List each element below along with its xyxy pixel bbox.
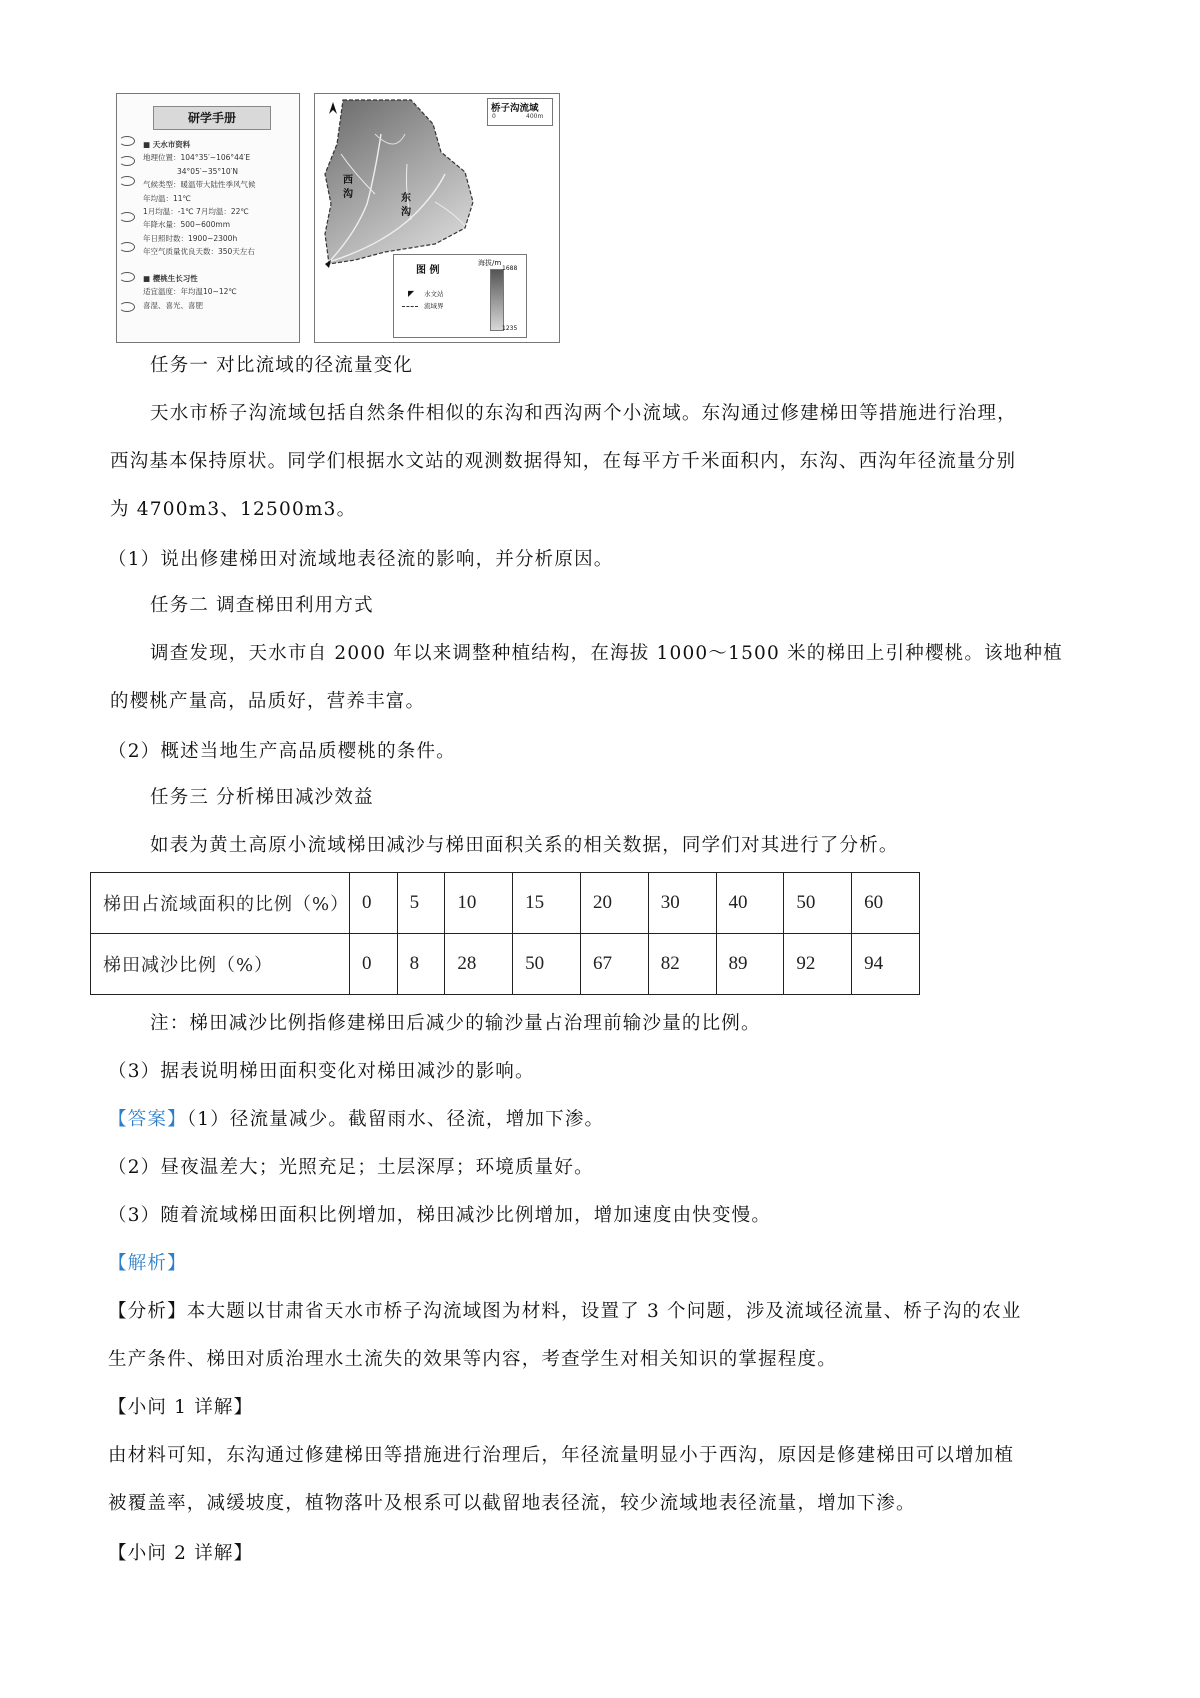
- table-cell: 60: [852, 873, 920, 934]
- table-cell: 67: [580, 934, 648, 995]
- handbook-line: 适宜温度：年均温10~12℃: [143, 287, 237, 297]
- detail1-line: 由材料可知，东沟通过修建梯田等措施进行治理后，年径流量明显小于西沟，原因是修建梯田可以增加植: [108, 1445, 1015, 1466]
- handbook-line: [143, 259, 293, 272]
- handbook-line: 1月均温：-1℃ 7月均温：22℃: [143, 207, 249, 217]
- table-cell: 50: [784, 873, 852, 934]
- study-handbook-panel: [116, 93, 300, 343]
- answer-tag: 【答案】: [108, 1109, 187, 1130]
- watershed-map: [314, 93, 560, 343]
- spiral-binding-icon: [119, 272, 135, 282]
- table-cell: 94: [852, 934, 920, 995]
- question-3: （3）据表说明梯田面积变化对梯田减沙的影响。: [108, 1061, 535, 1082]
- legend-elevation-label: 海拔/m: [478, 259, 502, 267]
- elevation-ramp: [490, 269, 504, 331]
- handbook-line: 喜湿、喜光、喜肥: [143, 300, 203, 310]
- task2-paragraph-line: 调查发现，天水市自 2000 年以来调整种植结构，在海拔 1000～1500 米的梯田上引种樱桃。该地种植: [150, 643, 1063, 664]
- spiral-binding-icon: [119, 242, 135, 252]
- table-row: [91, 873, 920, 934]
- handbook-line: 年均温：11℃: [143, 193, 191, 203]
- task3-paragraph-line: 如表为黄土高原小流域梯田减沙与梯田面积关系的相关数据，同学们对其进行了分析。: [150, 835, 899, 856]
- handbook-line: 年降水量：500~600mm: [143, 220, 231, 230]
- task1-title: 任务一 对比流域的径流量变化: [150, 355, 414, 376]
- west-gully-label: [343, 174, 353, 202]
- table-row-label: 梯田占流域面积的比例（%）: [91, 873, 350, 934]
- handbook-line: 年日照时数：1900~2300h: [143, 233, 238, 243]
- east-gully-char: 沟: [401, 207, 411, 218]
- detail1-title: 【小问 1 详解】: [108, 1397, 254, 1418]
- spiral-binding-icon: [119, 212, 135, 222]
- map-legend: [393, 254, 527, 338]
- east-gully-label: [401, 192, 411, 220]
- handbook-lines: [143, 138, 293, 312]
- spiral-binding-icon: [119, 136, 135, 146]
- legend-station-label: 水文站: [424, 290, 444, 298]
- table-cell: 20: [580, 873, 648, 934]
- question-2: （2）概述当地生产高品质樱桃的条件。: [108, 741, 456, 762]
- task2-paragraph-line: 的樱桃产量高，品质好，营养丰富。: [110, 691, 426, 712]
- table-cell: 8: [397, 934, 445, 995]
- table-cell: 89: [716, 934, 784, 995]
- table-cell: 10: [445, 873, 513, 934]
- detail1-line: 被覆盖率，减缓坡度，植物落叶及根系可以截留地表径流，较少流域地表径流量，增加下渗。: [108, 1493, 916, 1514]
- analysis-line: 生产条件、梯田对质治理水土流失的效果等内容，考查学生对相关知识的掌握程度。: [108, 1349, 837, 1370]
- analysis-tag: 【解析】: [108, 1253, 187, 1274]
- handbook-line: 34°05′~35°10′N: [177, 166, 238, 176]
- scale-start: 0: [492, 113, 496, 120]
- task1-paragraph-line: 西沟基本保持原状。同学们根据水文站的观测数据得知，在每平方千米面积内，东沟、西沟年径流量分别: [110, 451, 1017, 472]
- detail2-title: 【小问 2 详解】: [108, 1543, 254, 1564]
- table-cell: 0: [350, 934, 398, 995]
- map-title-box: [487, 98, 553, 126]
- table-row: [91, 934, 920, 995]
- table-cell: 5: [397, 873, 445, 934]
- table-cell: 15: [513, 873, 581, 934]
- handbook-line: 年空气质量优良天数：350天左右: [143, 247, 255, 257]
- table-cell: 0: [350, 873, 398, 934]
- table-cell: 82: [648, 934, 716, 995]
- handbook-line: 地理位置：104°35′~106°44′E: [143, 153, 251, 163]
- scale-end: 400m: [526, 113, 544, 120]
- table-row-label: 梯田减沙比例（%）: [91, 934, 350, 995]
- table-cell: 92: [784, 934, 852, 995]
- task1-paragraph-line: 天水市桥子沟流域包括自然条件相似的东沟和西沟两个小流域。东沟通过修建梯田等措施进行治理，: [150, 403, 1017, 424]
- east-gully-char: 东: [401, 193, 411, 204]
- handbook-line: ■ 樱桃生长习性: [143, 274, 198, 284]
- answer-2: （2）昼夜温差大；光照充足；土层深厚；环境质量好。: [108, 1157, 594, 1178]
- legend-max: 1688: [502, 265, 518, 272]
- west-gully-char: 沟: [343, 189, 353, 200]
- question-1: （1）说出修建梯田对流域地表径流的影响，并分析原因。: [108, 549, 614, 570]
- handbook-title: 研学手册: [153, 106, 271, 130]
- answer-line-1: [108, 1106, 604, 1134]
- north-arrow-icon: [329, 102, 337, 114]
- spiral-binding-icon: [119, 156, 135, 166]
- table-cell: 40: [716, 873, 784, 934]
- station-symbol-icon: ◤: [408, 289, 415, 298]
- answer-3: （3）随着流域梯田面积比例增加，梯田减沙比例增加，增加速度由快变慢。: [108, 1205, 772, 1226]
- handbook-line: 气候类型：暖温带大陆性季风气候: [143, 180, 256, 190]
- legend-title: 图 例: [416, 265, 440, 276]
- task1-paragraph-line: 为 4700m3、12500m3。: [110, 499, 357, 520]
- map-title: 桥子沟流域: [491, 103, 539, 114]
- table-cell: 50: [513, 934, 581, 995]
- answer-1: （1）径流量减少。截留雨水、径流，增加下渗。: [186, 1109, 605, 1130]
- task3-title: 任务三 分析梯田减沙效益: [150, 787, 374, 808]
- analysis-line: 【分析】本大题以甘肃省天水市桥子沟流域图为材料，设置了 3 个问题，涉及流域径流量、桥子沟的农业: [108, 1301, 1022, 1322]
- boundary-symbol-icon: [402, 306, 418, 307]
- table-cell: 28: [445, 934, 513, 995]
- handbook-line: ■ 天水市资料: [143, 140, 191, 149]
- study-figure: [116, 93, 558, 343]
- table-cell: 30: [648, 873, 716, 934]
- terrace-sediment-table: [90, 872, 920, 995]
- spiral-binding-icon: [119, 302, 135, 312]
- legend-boundary-label: 流域界: [424, 302, 444, 310]
- west-gully-char: 西: [343, 175, 353, 186]
- table-note: 注：梯田减沙比例指修建梯田后减少的输沙量占治理前输沙量的比例。: [150, 1013, 761, 1034]
- task2-title: 任务二 调查梯田利用方式: [150, 595, 374, 616]
- legend-min: 1235: [502, 325, 518, 332]
- spiral-binding-icon: [119, 176, 135, 186]
